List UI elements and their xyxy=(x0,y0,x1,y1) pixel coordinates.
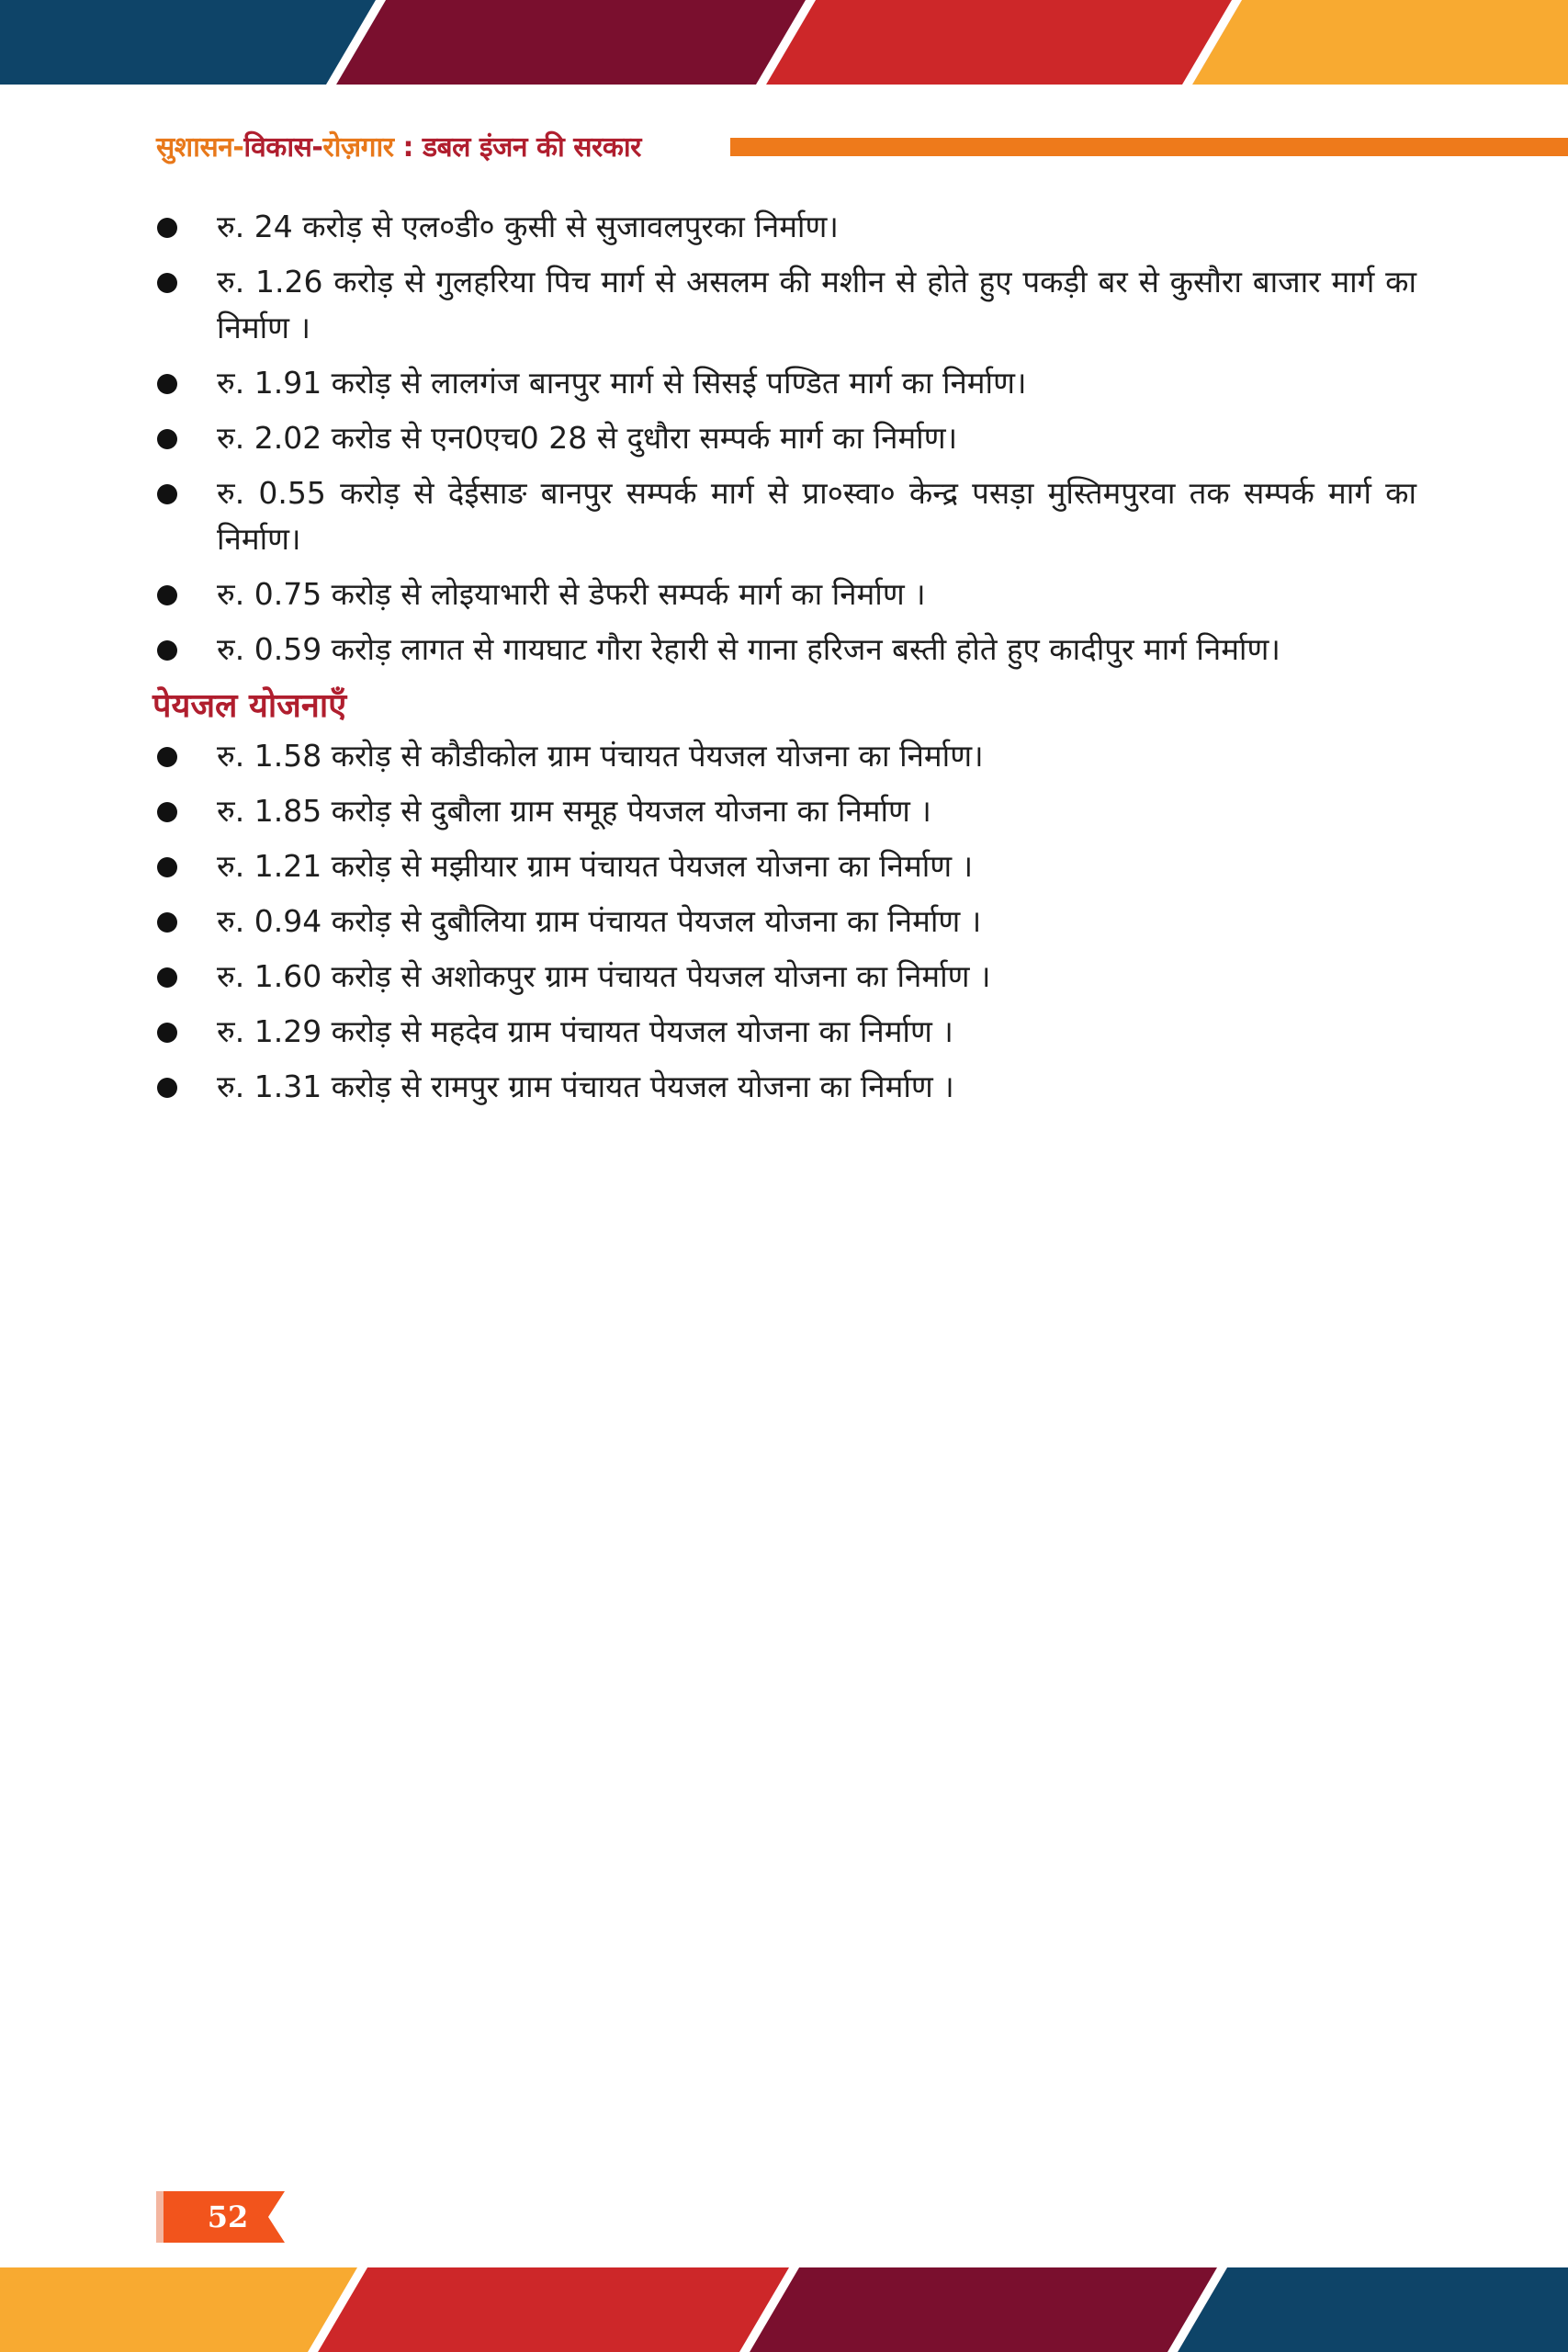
list-item-text: रु. 1.26 करोड़ से गुलहरिया पिच मार्ग से असलम की मशीन से होते हुए पकड़ी बर से कुसौरा बाजार मार्ग का निर्माण । xyxy=(217,264,1416,345)
bullet-icon xyxy=(157,1023,177,1043)
list-item xyxy=(152,360,1416,406)
page-content xyxy=(152,204,1416,1119)
list-item xyxy=(152,843,1416,889)
header-title-part: सुशासन- xyxy=(156,131,244,164)
header-rule xyxy=(730,138,1568,156)
list-item xyxy=(152,788,1416,834)
header-title-part: विकास- xyxy=(243,131,323,164)
list-item xyxy=(152,1009,1416,1055)
bullet-icon xyxy=(157,585,177,605)
list-item-text: रु. 1.21 करोड़ से मझीयार ग्राम पंचायत पेयजल योजना का निर्माण । xyxy=(217,848,974,884)
list-item-text: रु. 2.02 करोड से एन0एच0 28 से दुधौरा सम्पर्क मार्ग का निर्माण। xyxy=(217,420,958,456)
list-item xyxy=(152,571,1416,617)
list-item xyxy=(152,1064,1416,1110)
page-number: 52 xyxy=(207,2199,249,2234)
list-item xyxy=(152,733,1416,779)
section-heading: पेयजल योजनाएँ xyxy=(152,686,347,725)
list-item-text: रु. 1.60 करोड़ से अशोकपुर ग्राम पंचायत पेयजल योजना का निर्माण । xyxy=(217,958,991,994)
list-item-text: रु. 0.55 करोड़ से देईसाङ बानपुर सम्पर्क मार्ग से प्रा०स्वा० केन्द्र पसड़ा मुस्तिमपुरवा तक सम्पर्क मार्ग का निर्माण। xyxy=(217,475,1416,557)
header-title xyxy=(156,127,641,169)
bullet-icon xyxy=(157,374,177,394)
list-item xyxy=(152,899,1416,944)
bullet-icon xyxy=(157,967,177,988)
bullet-icon xyxy=(157,640,177,661)
list-item xyxy=(152,470,1416,562)
bullet-icon xyxy=(157,1078,177,1098)
water-projects-list xyxy=(152,733,1416,1110)
list-item-text: रु. 0.94 करोड़ से दुबौलिया ग्राम पंचायत पेयजल योजना का निर्माण । xyxy=(217,903,982,939)
bullet-icon xyxy=(157,802,177,822)
list-item-text: रु. 1.91 करोड़ से लालगंज बानपुर मार्ग से सिसई पण्डित मार्ग का निर्माण। xyxy=(217,365,1027,401)
list-item xyxy=(152,627,1416,673)
bullet-icon xyxy=(157,218,177,238)
bullet-icon xyxy=(157,484,177,504)
list-item-text: रु. 24 करोड़ से एल०डी० कुसी से सुजावलपुरका निर्माण। xyxy=(217,209,839,244)
bullet-icon xyxy=(157,912,177,933)
bullet-icon xyxy=(157,857,177,877)
list-item-text: रु. 1.29 करोड़ से महदेव ग्राम पंचायत पेयजल योजना का निर्माण । xyxy=(217,1013,953,1049)
list-item xyxy=(152,415,1416,461)
list-item xyxy=(152,954,1416,1000)
list-item-text: रु. 0.75 करोड़ से लोइयाभारी से डेफरी सम्पर्क मार्ग का निर्माण । xyxy=(217,576,926,612)
bullet-icon xyxy=(157,273,177,293)
running-header xyxy=(156,127,1415,169)
list-item xyxy=(152,204,1416,250)
list-item-text: रु. 1.58 करोड़ से कौडीकोल ग्राम पंचायत पेयजल योजना का निर्माण। xyxy=(217,738,984,774)
list-item xyxy=(152,259,1416,351)
list-item-text: रु. 1.31 करोड़ से रामपुर ग्राम पंचायत पेयजल योजना का निर्माण । xyxy=(217,1069,954,1104)
bottom-color-band xyxy=(0,2267,1568,2352)
top-color-band xyxy=(0,0,1568,85)
page-number-badge xyxy=(156,2191,285,2243)
road-projects-list xyxy=(152,204,1416,673)
header-title-part: : डबल इंजन की सरकार xyxy=(393,131,641,164)
header-title-part: रोज़गार xyxy=(322,131,394,164)
bullet-icon xyxy=(157,429,177,449)
list-item-text: रु. 1.85 करोड़ से दुबौला ग्राम समूह पेयजल योजना का निर्माण । xyxy=(217,793,931,829)
bullet-icon xyxy=(157,747,177,767)
list-item-text: रु. 0.59 करोड़ लागत से गायघाट गौरा रेहारी से गाना हरिजन बस्ती होते हुए कादीपुर मार्ग निर्माण। xyxy=(217,631,1280,667)
